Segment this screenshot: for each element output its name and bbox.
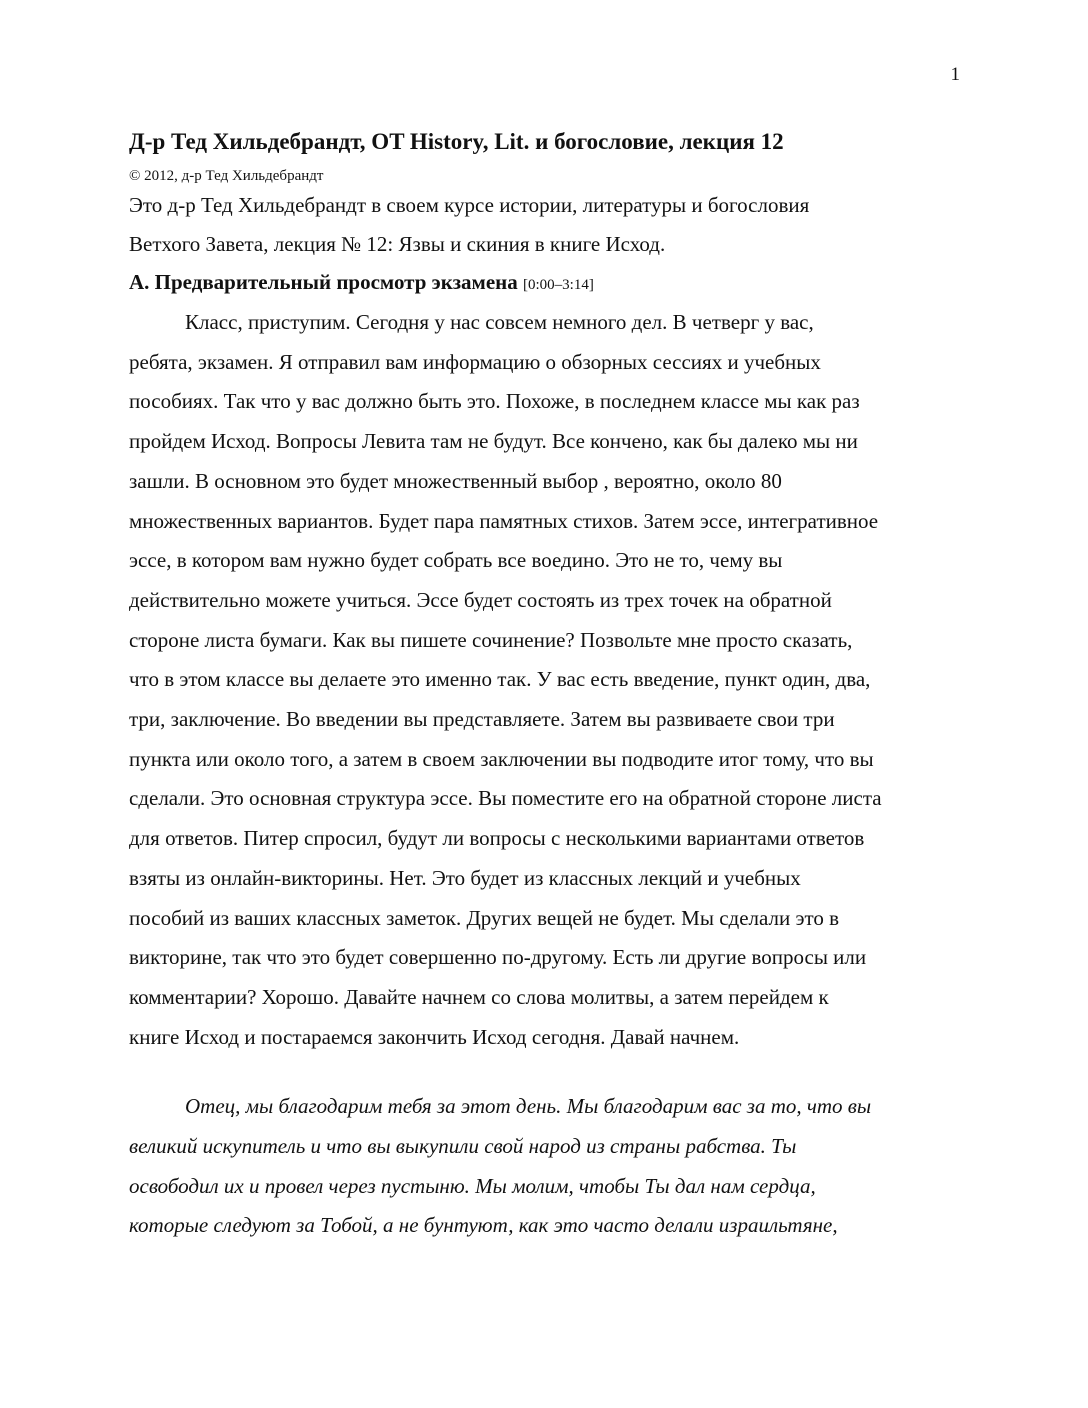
intro-line: Ветхого Завета, лекция № 12: Язвы и скиния в книге Исход. — [129, 232, 666, 256]
document-title: Д-р Тед Хильдебрандт, OT History, Lit. и богословие, лекция 12 — [129, 129, 784, 154]
body-line: Класс, приступим. Сегодня у нас совсем немного дел. В четверг у вас, — [185, 310, 814, 334]
body-paragraph — [129, 303, 964, 1057]
prayer-line: которые следуют за Тобой, а не бунтуют, как это часто делали израильтяне, — [129, 1213, 838, 1238]
body-line: пункта или около того, а затем в своем заключении вы подводите итог тому, что вы — [129, 746, 874, 771]
body-line: сделали. Это основная структура эссе. Вы поместите его на обратной стороне листа — [129, 786, 882, 811]
copyright-notice: © 2012, д-р Тед Хильдебрандт — [129, 168, 324, 184]
document-content — [129, 126, 964, 1246]
body-line: стороне листа бумаги. Как вы пишете сочинение? Позвольте мне просто сказать, — [129, 627, 853, 652]
prayer-line: освободил их и провел через пустыню. Мы молим, чтобы Ты дал нам сердца, — [129, 1173, 816, 1198]
section-heading — [129, 264, 964, 303]
body-line: три, заключение. Во введении вы представляете. Затем вы развиваете свои три — [129, 707, 835, 732]
body-line: что в этом классе вы делаете это именно так. У вас есть введение, пункт один, два, — [129, 667, 871, 692]
body-line: для ответов. Питер спросил, будут ли вопросы с несколькими вариантами ответов — [129, 826, 865, 851]
body-line: действительно можете учиться. Эссе будет состоять из трех точек на обратной — [129, 587, 832, 612]
prayer-paragraph — [129, 1087, 964, 1246]
body-line: множественных вариантов. Будет пара памятных стихов. Затем эссе, интегративное — [129, 508, 879, 533]
intro-line: Это д-р Тед Хильдебрандт в своем курсе истории, литературы и богословия — [129, 193, 810, 217]
intro-paragraph — [129, 186, 964, 264]
body-line: книге Исход и постараемся закончить Исход сегодня. Давай начнем. — [129, 1024, 740, 1049]
body-line: взяты из онлайн-викторины. Нет. Это будет из классных лекций и учебных — [129, 865, 801, 890]
section-timestamp: [0:00–3:14] — [523, 277, 594, 293]
body-line: викторине, так что это будет совершенно по-другому. Есть ли другие вопросы или — [129, 945, 867, 970]
body-line: пособиях. Так что у вас должно быть это. Похоже, в последнем классе мы как раз — [129, 389, 860, 414]
prayer-line: Отец, мы благодарим тебя за этот день. Мы благодарим вас за то, что вы — [185, 1094, 872, 1119]
body-line: эссе, в котором вам нужно будет собрать все воедино. Это не то, чему вы — [129, 548, 783, 573]
body-line: ребята, экзамен. Я отправил вам информацию о обзорных сессиях и учебных — [129, 349, 821, 374]
body-line: пройдем Исход. Вопросы Левита там не будут. Все кончено, как бы далеко мы ни — [129, 429, 858, 454]
page-number: 1 — [950, 64, 960, 85]
prayer-line: великий искупитель и что вы выкупили свой народ из страны рабства. Ты — [129, 1134, 797, 1159]
body-line: комментарии? Хорошо. Давайте начнем со слова молитвы, а затем перейдем к — [129, 984, 829, 1009]
body-line: зашли. В основном это будет множественный выбор , вероятно, около 80 — [129, 468, 782, 493]
section-heading-text: A. Предварительный просмотр экзамена — [129, 270, 518, 294]
body-line: пособий из ваших классных заметок. Других вещей не будет. Мы сделали это в — [129, 905, 840, 930]
